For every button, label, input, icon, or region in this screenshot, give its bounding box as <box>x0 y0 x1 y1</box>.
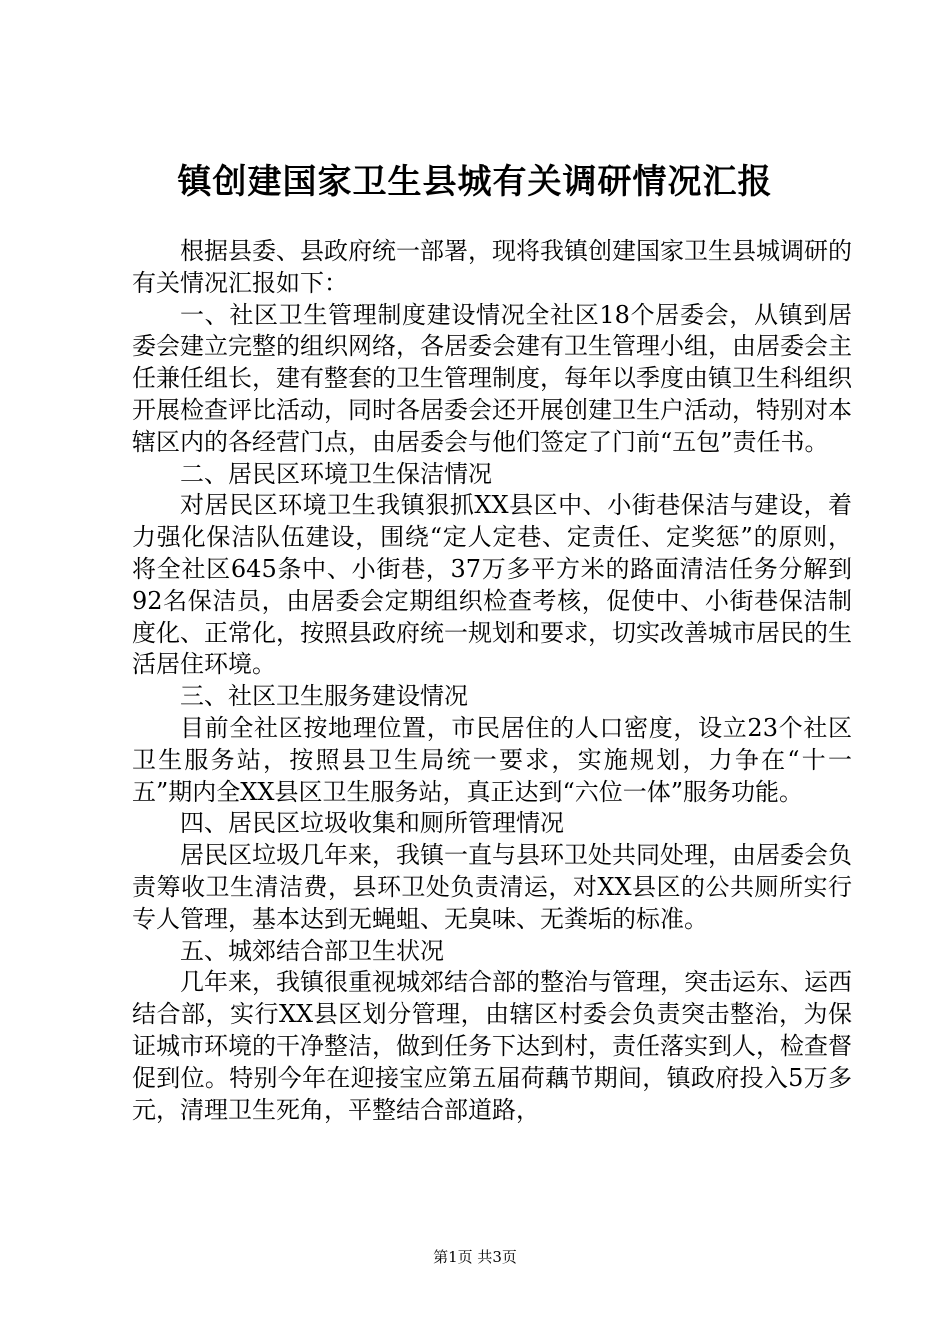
document-title: 镇创建国家卫生县城有关调研情况汇报 <box>177 162 773 202</box>
heading-section-4: 四、居民区垃圾收集和厕所管理情况 <box>180 809 564 838</box>
page-number-footer: 第1页 共3页 <box>433 1248 517 1266</box>
paragraph-section-5: 几年来，我镇很重视城郊结合部的整治与管理，突击运东、运西结合部，实行XX县区划分管理，由辖区村委会负责突击整治，为保证城市环境的干净整洁，做到任务下达到村，责任落实到人，检查督促到位。特别今年在迎接宝应第五届荷藕节期间，镇政府投入5万多元，清理卫生死角，平整结合部道路， <box>132 968 852 1124</box>
paragraph-section-2: 对居民区环境卫生我镇狠抓XX县区中、小街巷保洁与建设，着力强化保洁队伍建设，围绕“定人定巷、定责任、定奖惩”的原则，将全社区645条中、小街巷，37万多平方米的路面清洁任务分解到92名保洁员，由居委会定期组织检查考核，促使中、小街巷保洁制度化、正常化，按照县政府统一规划和要求，切实改善城市居民的生活居住环境。 <box>132 491 852 679</box>
paragraph-section-3: 目前全社区按地理位置，市民居住的人口密度，设立23个社区卫生服务站，按照县卫生局统一要求，实施规划，力争在“十一五”期内全XX县区卫生服务站，真正达到“六位一体”服务功能。 <box>132 713 852 806</box>
paragraph-intro: 根据县委、县政府统一部署，现将我镇创建国家卫生县城调研的有关情况汇报如下： <box>132 237 852 297</box>
paragraph-section-1: 一、社区卫生管理制度建设情况全社区18个居委会，从镇到居委会建立完整的组织网络，各居委会建有卫生管理小组，由居委会主任兼任组长，建有整套的卫生管理制度，每年以季度由镇卫生科组织开展检查评比活动，同时各居委会还开展创建卫生户活动，特别对本辖区内的各经营门点，由居委会与他们签定了门前“五包”责任书。 <box>132 300 852 456</box>
document-body <box>132 236 852 1126</box>
heading-section-5: 五、城郊结合部卫生状况 <box>180 936 444 965</box>
paragraph-section-4: 居民区垃圾几年来，我镇一直与县环卫处共同处理，由居委会负责筹收卫生清洁费，县环卫处负责清运，对XX县区的公共厕所实行专人管理，基本达到无蝇蛆、无臭味、无粪垢的标准。 <box>132 841 852 933</box>
heading-section-2: 二、居民区环境卫生保洁情况 <box>180 459 492 488</box>
heading-section-3: 三、社区卫生服务建设情况 <box>180 682 468 711</box>
